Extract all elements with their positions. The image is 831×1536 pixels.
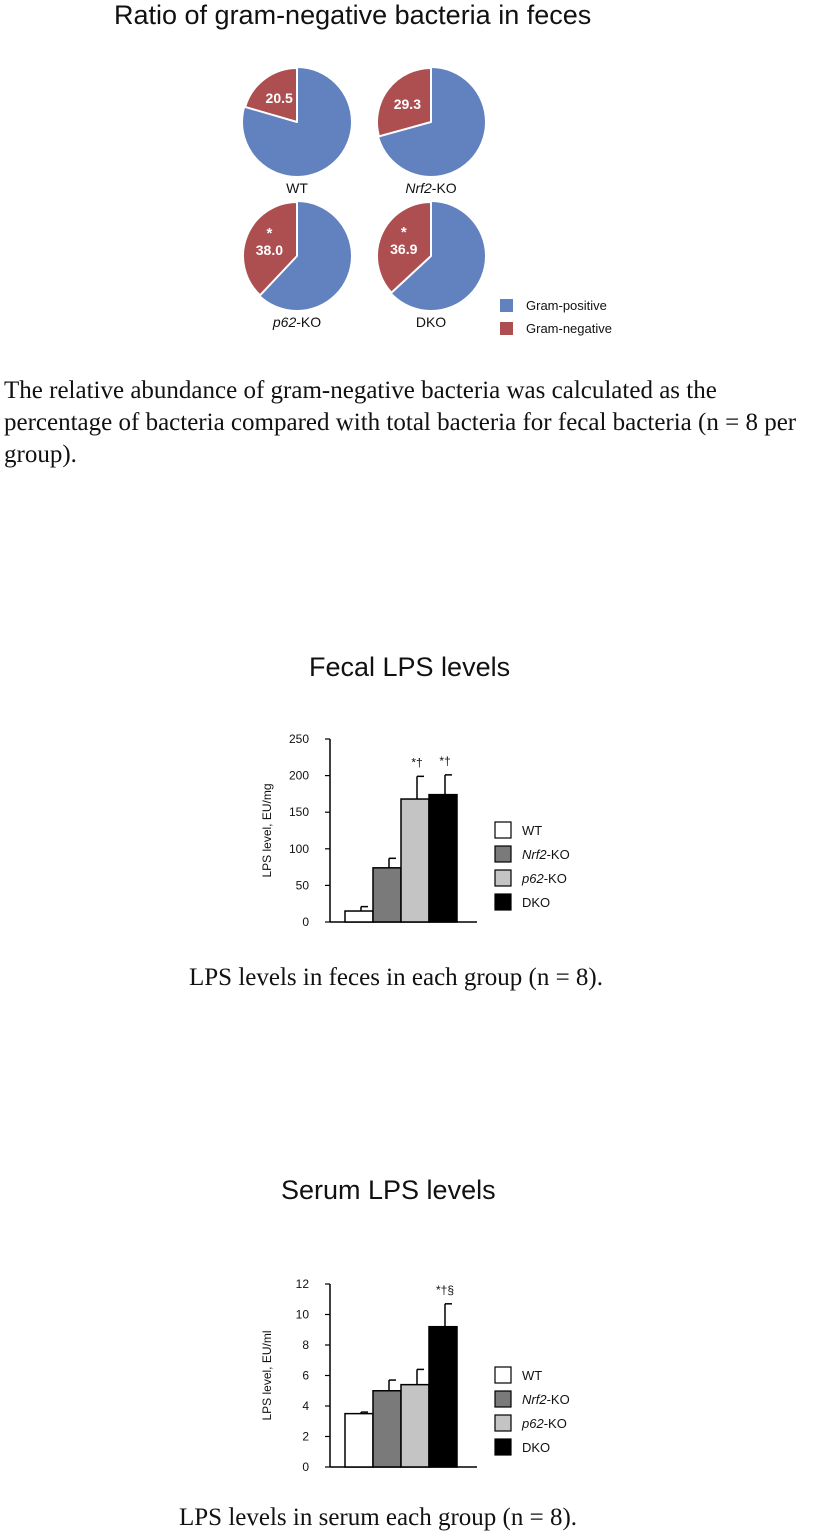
- pie-significance-marker: *: [266, 225, 273, 243]
- legend-label: p62-KO: [522, 871, 567, 886]
- y-axis-label: LPS level, EU/mg: [260, 783, 274, 878]
- legend-label: DKO: [522, 1440, 551, 1455]
- bar-nrf2-ko: [373, 1391, 401, 1467]
- pie-chart-panel: [230, 55, 650, 345]
- legend-swatch: [495, 846, 511, 862]
- pie-value-label: 29.3: [393, 96, 421, 113]
- fecal-lps-title: Fecal LPS levels: [309, 652, 511, 682]
- legend-label: DKO: [522, 895, 551, 910]
- pie-1: [243, 68, 351, 196]
- legend-swatch: [495, 894, 511, 910]
- pie-value-label: 36.9: [390, 241, 418, 258]
- y-tick-label: 12: [295, 1277, 309, 1291]
- bar-wt: [345, 1414, 373, 1467]
- pie-figure-title: Ratio of gram-negative bacteria in feces: [114, 0, 592, 30]
- bar-nrf2-ko: [373, 868, 401, 922]
- pie-significance-marker: *: [400, 224, 407, 242]
- y-tick-label: 50: [295, 878, 309, 893]
- pie-value-label: 20.5: [265, 90, 293, 107]
- y-tick-label: 0: [302, 1460, 309, 1474]
- legend-label: Gram-negative: [526, 321, 612, 336]
- bar-dko: [429, 1327, 457, 1467]
- bar-p62-ko: [401, 1385, 429, 1467]
- y-tick-label: 6: [302, 1368, 309, 1383]
- bar-dko: [429, 795, 457, 922]
- serum-lps-bar-chart: [250, 1270, 600, 1485]
- bar-p62-ko: [401, 799, 429, 922]
- pie-value-label: 38.0: [255, 242, 284, 259]
- pie-legend: [500, 298, 612, 336]
- y-tick-label: 250: [288, 732, 309, 746]
- legend-label: Nrf2-KO: [522, 847, 570, 862]
- bar-wt: [345, 911, 373, 922]
- legend-swatch: [495, 1415, 511, 1431]
- pie-group-label: DKO: [415, 314, 447, 330]
- legend-label: p62-KO: [522, 1416, 567, 1431]
- legend-label: Nrf2-KO: [522, 1392, 570, 1407]
- legend-swatch: [495, 1367, 511, 1383]
- y-tick-label: 8: [302, 1338, 309, 1352]
- pie-3: [243, 202, 351, 330]
- legend-swatch: [495, 1391, 511, 1407]
- y-tick-label: 4: [302, 1399, 309, 1413]
- legend-label: WT: [522, 823, 543, 838]
- significance-annotation: *†: [439, 753, 451, 768]
- pie-2: [377, 68, 485, 196]
- legend-swatch: [495, 870, 511, 886]
- legend-swatch-gram-negative: [500, 322, 513, 335]
- pie-group-label: p62-KO: [272, 314, 322, 330]
- serum-lps-caption: LPS levels in serum each group (n = 8).: [179, 1504, 578, 1531]
- pie-figure-caption: The relative abundance of gram-negative bacteria was calculated as the percentage of bacteria compared with total bacteria for fecal bacteria (n = 8 per group).: [4, 377, 797, 468]
- pie-group-label: WT: [286, 180, 308, 196]
- y-tick-label: 0: [302, 915, 309, 929]
- y-tick-label: 200: [288, 768, 309, 783]
- fecal-lps-caption: LPS levels in feces in each group (n = 8).: [189, 964, 603, 991]
- pie-group-label: Nrf2-KO: [405, 180, 457, 196]
- legend-swatch: [495, 1439, 511, 1455]
- fecal-lps-bar-chart: [250, 725, 600, 940]
- legend-label: Gram-positive: [526, 298, 607, 313]
- y-tick-label: 10: [295, 1307, 309, 1322]
- y-tick-label: 150: [288, 805, 309, 820]
- y-axis-label: LPS level, EU/ml: [260, 1330, 274, 1421]
- legend-label: WT: [522, 1368, 543, 1383]
- bar-legend: [495, 1367, 570, 1455]
- legend-swatch-gram-positive: [500, 299, 513, 312]
- pie-4: [377, 202, 485, 330]
- legend-swatch: [495, 822, 511, 838]
- y-tick-label: 2: [302, 1429, 309, 1444]
- significance-annotation: *†: [411, 755, 423, 770]
- y-tick-label: 100: [288, 841, 309, 856]
- bar-legend: [495, 822, 570, 910]
- significance-annotation: *†§: [435, 1282, 455, 1297]
- serum-lps-title: Serum LPS levels: [281, 1175, 496, 1205]
